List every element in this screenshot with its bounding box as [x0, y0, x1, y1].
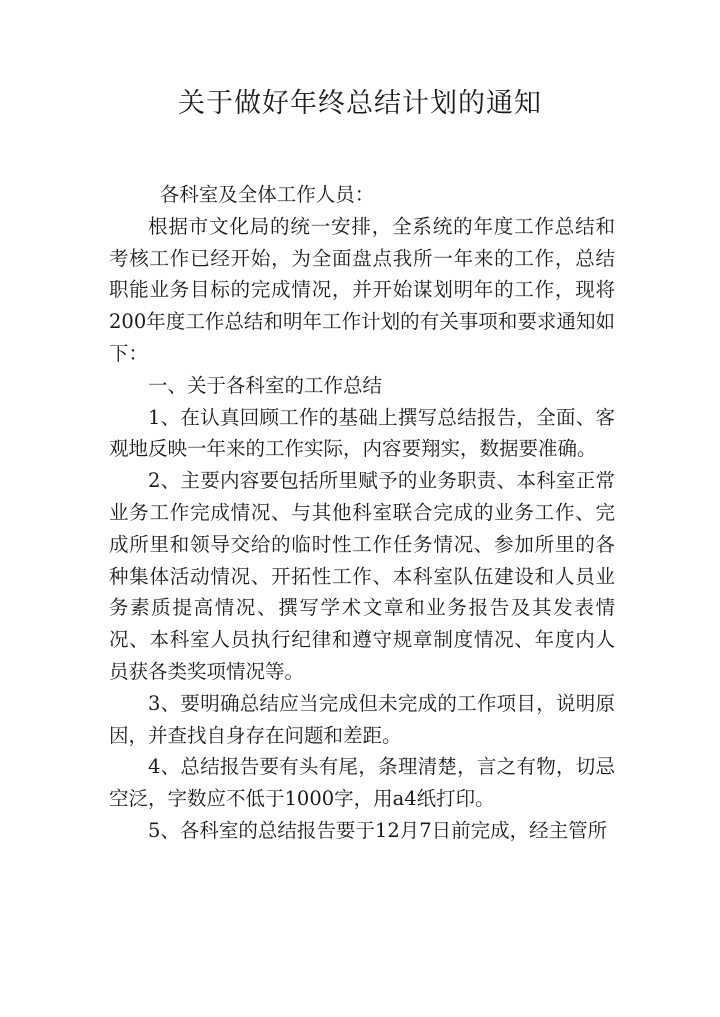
document-body [109, 179, 615, 847]
salutation: 各科室及全体工作人员： [159, 183, 375, 206]
document-title: 关于做好年终总结计划的通知 [178, 88, 542, 119]
paragraph-item-3: 3、要明确总结应当完成但未完成的工作项目，说明原因，并查找自身存在问题和差距。 [109, 691, 615, 747]
paragraph-intro: 根据市文化局的统一安排，全系统的年度工作总结和考核工作已经开始，为全面盘点我所一年来的工作，总结职能业务目标的完成情况，并开始谋划明年的工作，现将200年度工作总结和明年工作计划的有关事项和要求通知如下： [109, 214, 615, 365]
paragraph-item-4: 4、总结报告要有头有尾，条理清楚，言之有物，切忌空泛，字数应不低于1000字，用a4纸打印。 [109, 755, 615, 811]
paragraph-item-5: 5、各科室的总结报告要于12月7日前完成，经主管所 [148, 818, 608, 842]
section-heading: 一、关于各科室的工作总结 [148, 373, 383, 397]
paragraph-item-1: 1、在认真回顾工作的基础上撰写总结报告，全面、客观地反映一年来的工作实际，内容要翔实，数据要准确。 [109, 405, 615, 461]
paragraph-item-2: 2、主要内容要包括所里赋予的业务职责、本科室正常业务工作完成情况、与其他科室联合完成的业务工作、完成所里和领导交给的临时性工作任务情况、参加所里的各种集体活动情况、开拓性工作、本科室队伍建设和人员业务素质提高情况、撰写学术文章和业务报告及其发表情况、本科室人员执行纪律和遵守规章制度情况、年度内人员获各类奖项情况等。 [109, 469, 615, 683]
